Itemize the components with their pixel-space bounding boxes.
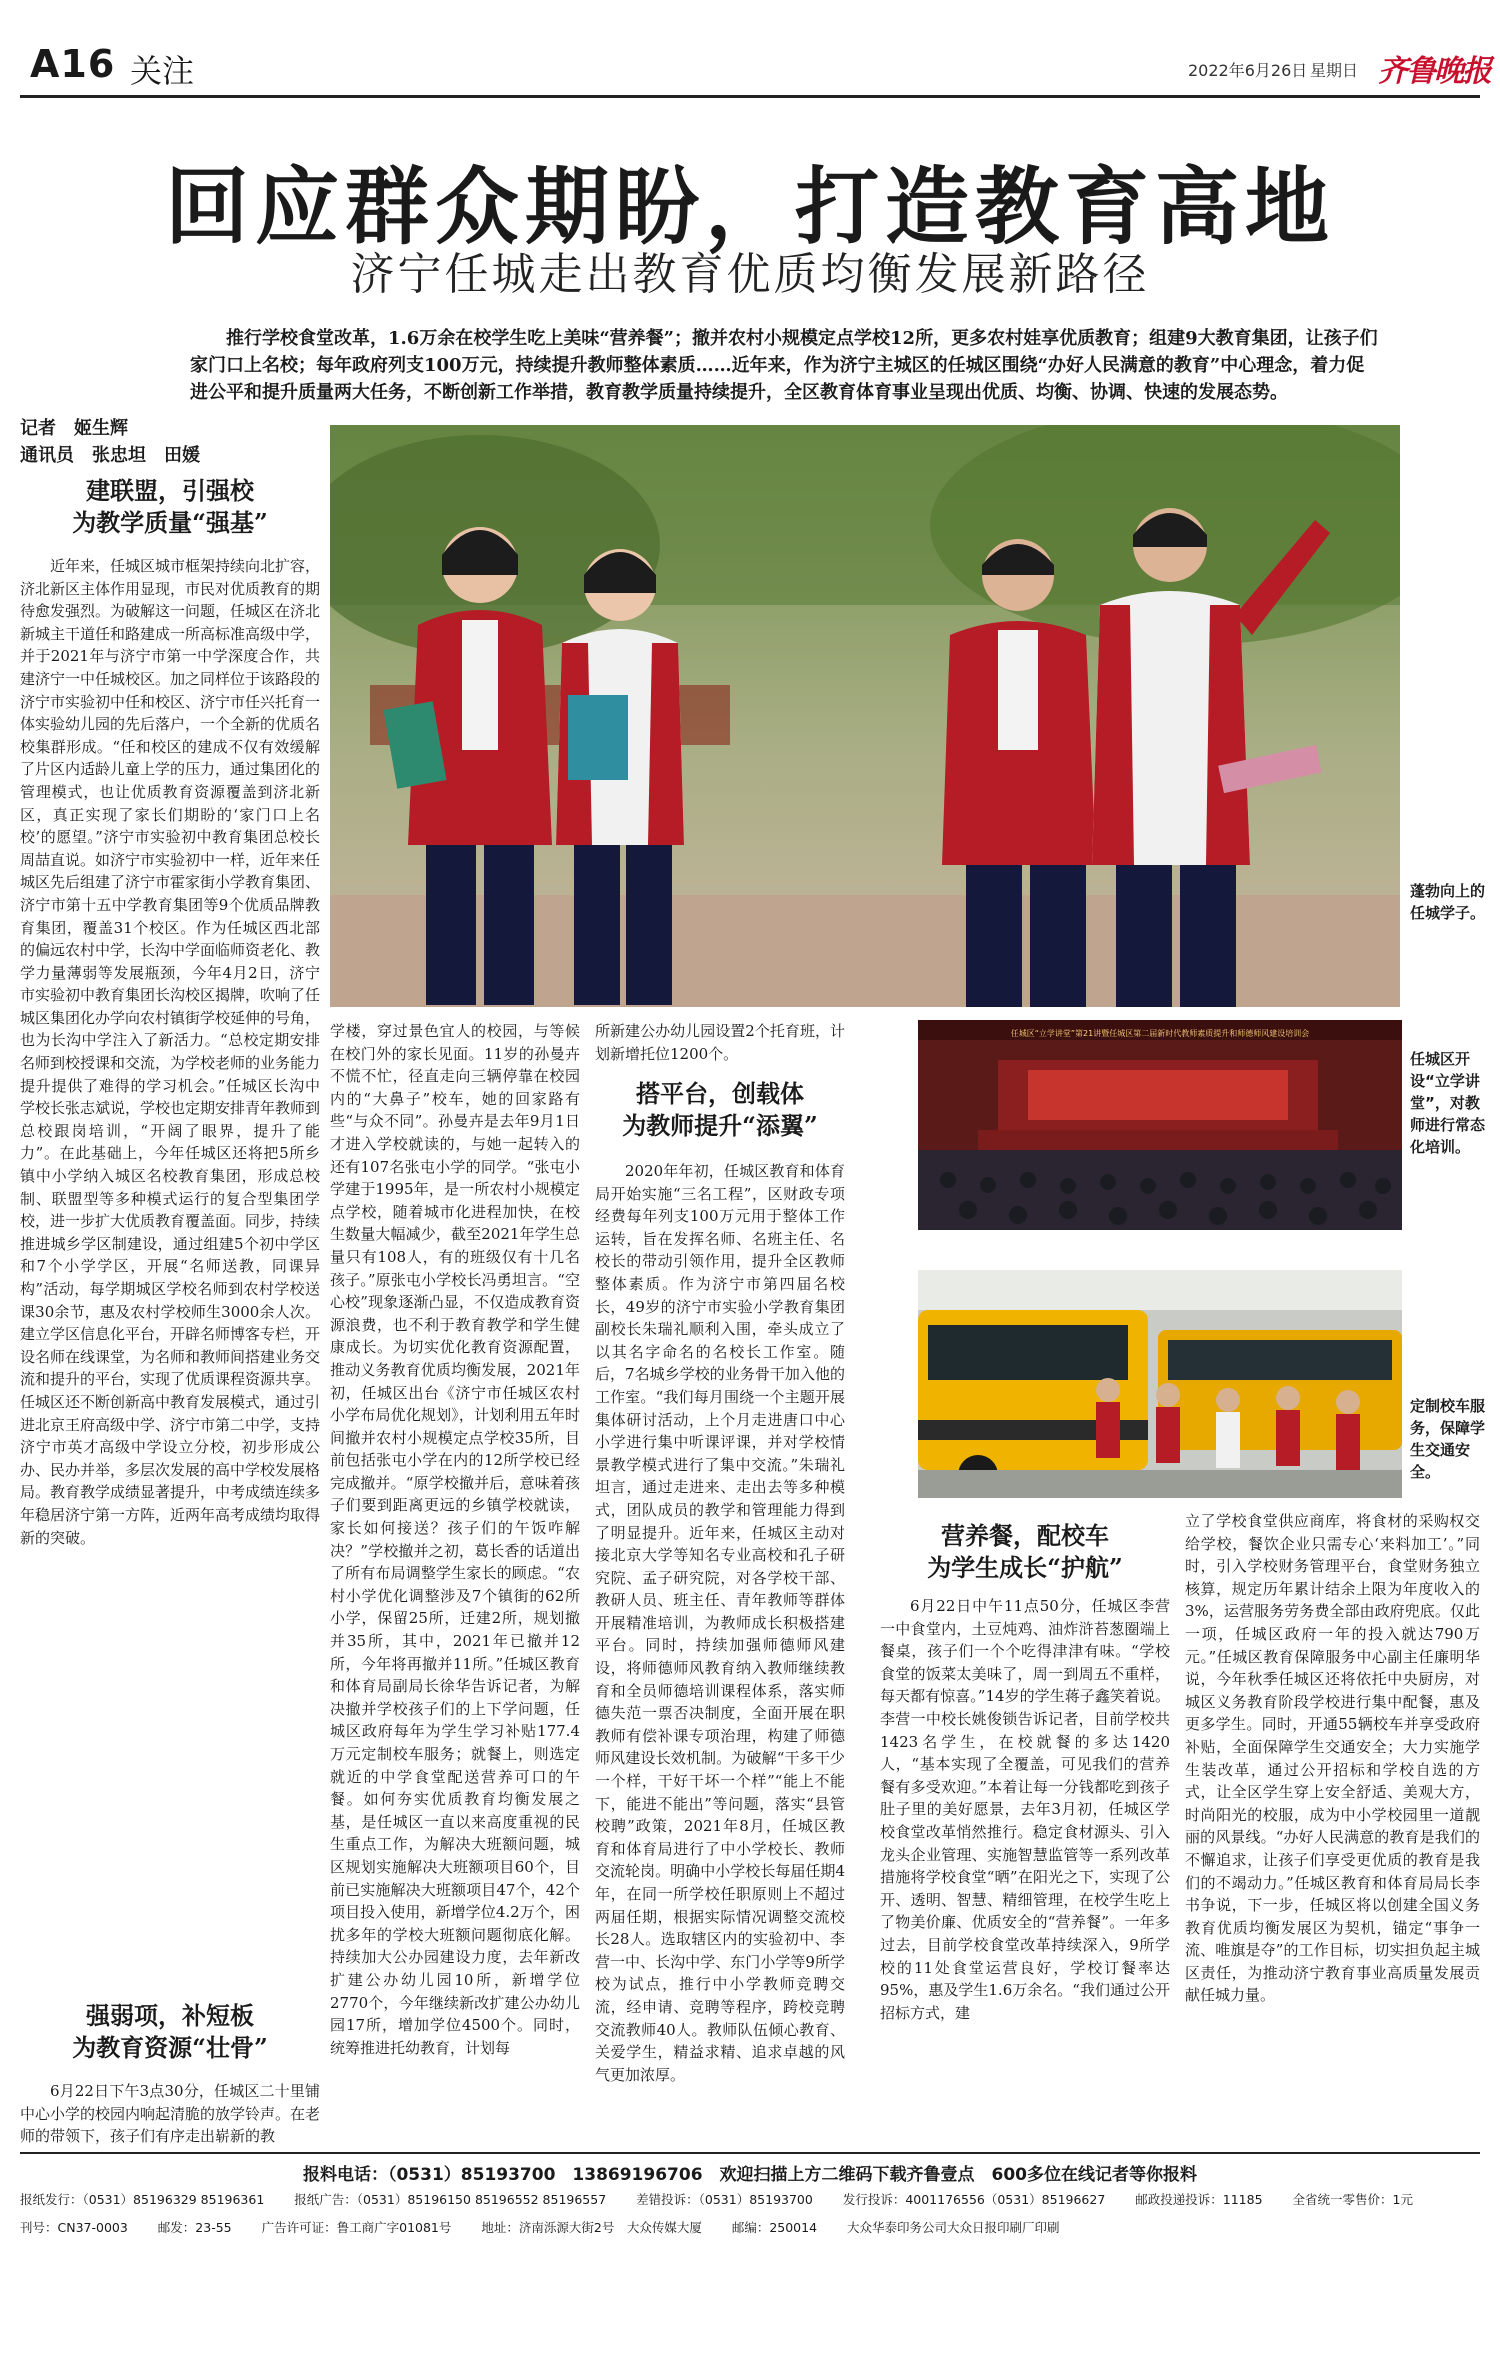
lead-paragraph: 推行学校食堂改革，1.6万余在校学生吃上美味“营养餐”；撤并农村小规模定点学校12所，更多农村娃享优质教育；组建9大教育集团，让孩子们家门口上名校；每年政府列支100万元，持续提升教师整体素质……近年来，作为济宁主城区的任城区围绕“办好人民满意的教育”中心理念，着力促进公平和提升质量两大任务，不断创新工作举措，教育教学质量持续提升，全区教育体育事业呈现出优质、均衡、协调、快速的发展态势。 xyxy=(190,328,1378,403)
article-column-1b: 6月22日下午3点30分，任城区二十里铺中心小学的校园内响起清脆的放学铃声。在老师的带领下，孩子们有序走出崭新的教 xyxy=(20,2082,320,2146)
footer-hotline: 报料电话：（0531）85193700 13869196706 欢迎扫描上方二维码下载齐鲁壹点 600多位在线记者等你报料 xyxy=(302,2165,1198,2185)
section-label: 关注 xyxy=(130,52,195,90)
article-column-3b: 2020年年初，任城区教育和体育局开始实施“三名工程”，区财政专项经费每年列支100万元用于整体工作运转，旨在发挥名师、名班主任、名校长的带动引领作用，提升全区教师整体素质。作为济宁市第四届名校长，49岁的济宁市实验小学教育集团副校长朱瑞礼顺利入围，牵头成立了以其名字命名的名校长工作室。随后，7名城乡学校的业务骨干加入他的工作室。“我们每月围绕一个主题开展集体研讨活动，上个月走进唐口中心小学进行集中听课评课，并对学校情景教学模式进行了集中交流。”朱瑞礼坦言，通过走进来、走出去等多种模式，团队成员的教学和管理能力得到了明显提升。近年来，任城区主动对接北京大学等知名专业高校和孔子研究院、孟子研究院，对各学校干部、教研人员、班主任、青年教师等群体开展精准培训，为教师成长积极搭建平台。同时，持续加强师德师风建设，将师德师风教育纳入教师继续教育和全员师德培训课程体系，落实师德失范一票否决制度，全面开展在职教师有偿补课专项治理，构建了师德师风建设长效机制。为破解“干多干少一个样，干好干坏一个样”“能上不能下，能进不能出”等问题，落实“县管校聘”政策，2021年8月，任城区教育和体育局进行了中小学校长、教师交流轮岗。明确中小学校长每届任期4年，在同一所学校任职原则上不超过两届任期，根据实际情况调整交流校长28人。选取辖区内的实验初中、李营一中、长沟中学、东门小学等9所学校为试点，推行中小学教师竞聘交流，经申请、竞聘等程序，跨校竞聘交流教师40人。教师队伍倾心教育、关爱学生，精益求精、追求卓越的风气更加浓厚。 xyxy=(595,1162,845,2084)
article-column-1: 近年来，任城区城市框架持续向北扩容，济北新区主体作用显现，市民对优质教育的期待愈发强烈。为破解这一问题，任城区在济北新城主干道任和路建成一所高标准高级中学，并于2021年与济宁市第一中学深度合作，共建济宁一中任城校区。加之同样位于该路段的济宁市实验初中任和校区、济宁市任兴托育一体实验幼儿园的先后落户，一个全新的优质名校集群形成。“任和校区的建成不仅有效缓解了片区内适龄儿童上学的压力，通过集团化的管理模式，也让优质教育资源覆盖到济北新区，真正实现了家长们期盼的‘家门口上名校’的愿望。”济宁市实验初中教育集团总校长周喆直说。如济宁市实验初中一样，近年来任城区先后组建了济宁市霍家街小学教育集团、济宁市第十五中学教育集团等9个优质品牌教育集团，覆盖31个校区。作为任城区西北部的偏远农村中学，长沟中学面临师资老化、教学力量薄弱等发展瓶颈，今年4月2日，济宁市实验初中教育集团长沟校区揭牌，吹响了任城区集团化办学向农村镇街学校延伸的号角，也为长沟中学注入了新活力。“总校定期安排名师到校授课和交流，为学校老师的业务能力提升提供了难得的学习机会。”任城区长沟中学校长张志斌说，学校也定期安排青年教师到总校跟岗培训，“开阔了眼界，提升了能力”。在此基础上，今年任城区还将把5所乡镇中小学纳入城区名校教育集团，形成总校制、联盟型等多种模式运行的复合型集团学校，进一步扩大优质教育覆盖面。同步，持续推进城乡学区制建设，通过组建5个初中学区和7个小学学区，开展“名师送教，同课异构”活动，每学期城区学校名师到农村学校送课30余节，惠及农村学校师生3000余人次。建立学区信息化平台，开辟名师博客专栏，开设名师在线课堂，为名师和教师间搭建业务交流和提升的平台，实现了优质课程资源共享。任城区还不断创新高中教育发展模式，通过引进北京王府高级中学、济宁市第二中学，支持济宁市英才高级中学设立分校，初步形成公办、民办并举，多层次发展的高中学校发展格局。教育教学成绩显著提升，中考成绩连续多年稳居济宁第一方阵，近两年高考成绩均取得新的突破。 xyxy=(20,557,320,1547)
newspaper-logo: 齐鲁晚报 xyxy=(1378,54,1490,89)
photo-caption-2: 任城区开设“立学讲堂”，对教师进行常态化培训。 xyxy=(1410,1050,1486,1156)
photo-caption-1: 蓬勃向上的任城学子。 xyxy=(1410,882,1486,922)
students-walking-photo xyxy=(330,425,1400,1007)
footer-rule xyxy=(20,2152,1480,2154)
lecture-hall-image xyxy=(918,1020,1402,1230)
footer-publication-info: 刊号：CN37-0003 邮发：23-55 广告许可证：鲁工商广字01081号 地址：济南泺源大街2号 大众传媒大厦 邮编：250014 大众华泰印务公司大众日报印刷厂印刷 xyxy=(20,2220,1060,2235)
school-bus-photo xyxy=(918,1270,1402,1498)
section-heading-4: 营养餐，配校车 为学生成长“护航” xyxy=(927,1521,1123,1582)
page-number: A16 xyxy=(30,42,116,86)
article-column-5: 立了学校食堂供应商库，将食材的采购权交给学校，餐饮企业只需专心‘来料加工’。”同时，引入学校财务管理平台，食堂财务独立核算，规定历年累计结余上限为年度收入的3%，运营服务劳务费全部由政府兜底。仅此一项，任城区政府一年的投入就达790万元。”任城区教育保障服务中心副主任廉明华说，今年秋季任城区还将依托中央厨房，对城区义务教育阶段学校进行集中配餐，惠及更多学生。同时，开通55辆校车并享受政府补贴，全面保障学生交通安全；大力实施学生装改革，通过公开招标和学校自选的方式，让全区学生穿上安全舒适、美观大方，时尚阳光的校服，成为中小学校园里一道靓丽的风景线。“办好人民满意的教育是我们的不懈追求，让孩子们享受更优质的教育是我们的不竭动力。”任城区教育和体育局局长李书争说，下一步，任城区将以创建全国义务教育优质均衡发展区为契机，锚定“事争一流、唯旗是夺”的工作目标，切实担负起主城区责任，为推动济宁教育事业高质量发展贡献任城力量。 xyxy=(1185,1512,1480,2005)
header-rule xyxy=(20,95,1480,98)
students-photo-image xyxy=(330,425,1400,1007)
article-column-2: 学楼，穿过景色宜人的校园，与等候在校门外的家长见面。11岁的孙曼卉不慌不忙，径直走向三辆停靠在校园内的“大鼻子”校车，她的回家路有些“与众不同”。孙曼卉是去年9月1日才进入学校就读的，与她一起转入的还有107名张屯小学的同学。“张屯小学建于1995年，是一所农村小规模定点学校，随着城市化进程加快，在校生数量大幅减少，截至2021年学生总量只有108人，有的班级仅有十几名孩子。”原张屯小学校长冯勇坦言。“空心校”现象逐渐凸显，不仅造成教育资源浪费，也不利于教育教学和学生健康成长。为切实优化教育资源配置，推动义务教育优质均衡发展，2021年初，任城区出台《济宁市任城区农村小学布局优化规划》，计划利用五年时间撤并农村小规模定点学校35所，目前包括张屯小学在内的12所学校已经完成撤并。“原学校撤并后，意味着孩子们要到距离更远的乡镇学校就读，家长如何接送？孩子们的午饭咋解决？”学校撤并之初，葛长香的话道出了所有布局调整学生家长的顾虑。“农村小学优化调整涉及7个镇街的62所小学，保留25所，迁建2所，规划撤并35所，其中，2021年已撤并12所，今年将再撤并11所。”任城区教育和体育局副局长徐华告诉记者，为解决撤并学校孩子们的上下学问题，任城区政府每年为学生学习补贴177.4万元定制校车服务；就餐上，则选定就近的中学食堂配送营养可口的午餐。如何夯实优质教育均衡发展之基，是任城区一直以来高度重视的民生重点工作，为解决大班额问题，城区规划实施解决大班额项目60个，目前已实施解决大班额项目47个，42个项目投入使用，新增学位4.2万个，困扰多年的学校大班额问题彻底化解。持续加大公办园建设力度，去年新改扩建公办幼儿园10所，新增学位2770个，今年继续新改扩建公办幼儿园17所，增加学位4500个。同时，统筹推进托幼教育，计划每 xyxy=(330,1022,580,2057)
school-bus-image xyxy=(918,1270,1402,1498)
section-heading-3: 搭平台，创载体 为教师提升“添翼” xyxy=(622,1079,818,1140)
issue-weekday: 星期日 xyxy=(1310,61,1359,80)
headline-subtitle: 济宁任城走出教育优质均衡发展新路径 xyxy=(350,249,1150,300)
article-column-4: 6月22日中午11点50分，任城区李营一中食堂内，土豆炖鸡、油炸浒苔葱圈端上餐桌，孩子们一个个吃得津津有味。“学校食堂的饭菜太美味了，周一到周五不重样，每天都有惊喜。”14岁的学生蒋子鑫笑着说。李营一中校长姚俊锁告诉记者，目前学校共1423名学生，在校就餐的多达1420人，“基本实现了全覆盖，可见我们的营养餐有多受欢迎。”本着让每一分钱都吃到孩子肚子里的美好愿景，去年3月初，任城区学校食堂改革悄然推行。稳定食材源头、引入龙头企业管理、实施智慧监管等一系列改革措施将学校食堂“晒”在阳光之下，实现了公开、透明、智慧、精细管理，在校学生吃上了物美价廉、优质安全的“营养餐”。一年多过去，目前学校食堂改革持续深入，9所学校的11处食堂运营良好，学校订餐率达95%，惠及学生1.6万余名。“我们通过公开招标方式，建 xyxy=(880,1597,1170,2022)
byline xyxy=(20,415,320,469)
headline-title: 回应群众期盼，打造教育高地 xyxy=(164,157,1335,256)
footer-contacts: 报纸发行：（0531）85196329 85196361 报纸广告：（0531）85196150 85196552 85196557 差错投诉：（0531）85193700 发行投诉：4001176556（0531）85196627 邮政投递投诉：11185 全省统一零售价：1元 xyxy=(20,2192,1413,2207)
issue-date: 2022年6月26日 xyxy=(1188,61,1308,80)
lecture-hall-photo xyxy=(918,1020,1402,1230)
photo-caption-3: 定制校车服务，保障学生交通安全。 xyxy=(1410,1397,1486,1481)
section-heading-1: 建联盟，引强校 为教学质量“强基” xyxy=(72,476,268,537)
byline-correspondents: 通讯员 张忠坦 田媛 xyxy=(20,445,200,466)
article-column-3a: 所新建公办幼儿园设置2个托育班，计划新增托位1200个。 xyxy=(595,1022,845,1063)
byline-reporter: 记者 姬生辉 xyxy=(20,418,128,439)
lecture-banner-text: 任城区“立学讲堂”第21讲暨任城区第二届新时代教师素质提升和师德师风建设培训会 xyxy=(1010,1029,1310,1038)
section-heading-2: 强弱项，补短板 为教育资源“壮骨” xyxy=(72,2001,268,2062)
